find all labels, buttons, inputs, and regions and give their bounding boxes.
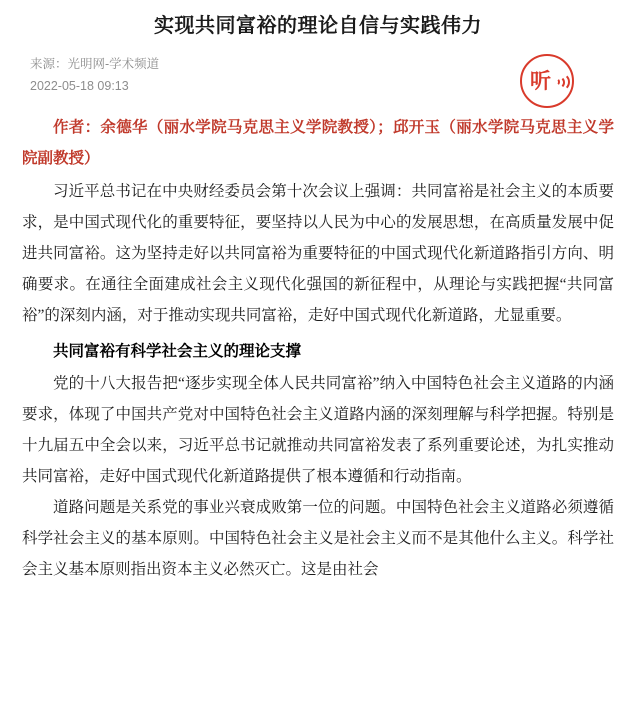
article-paragraph: 道路问题是关系党的事业兴衰成败第一位的问题。中国特色社会主义道路必须遵循科学社会主义的基本原则。中国特色社会主义是社会主义而不是其他什么主义。科学社会主义基本原则指出资本主义必然灭亡。这是由社会: [22, 499, 614, 578]
article-page: [0, 12, 636, 708]
sound-wave-icon: [552, 72, 564, 90]
article-authors: 作者：余德华（丽水学院马克思主义学院教授）；邱开玉（丽水学院马克思主义学院副教授）: [22, 119, 614, 167]
article-paragraph: 习近平总书记在中央财经委员会第十次会议上强调：共同富裕是社会主义的本质要求，是中国式现代化的重要特征，要坚持以人民为中心的发展思想，在高质量发展中促进共同富裕。这为坚持走好以共同富裕为重要特征的中国式现代化新道路指引方向、明确要求。在通往全面建成社会主义现代化强国的新征程中，从理论与实践把握“共同富裕”的深刻内涵，对于推动实现共同富裕，走好中国式现代化新道路，尤显重要。: [22, 183, 614, 324]
section-heading: 共同富裕有科学社会主义的理论支撑: [53, 343, 302, 360]
listen-button[interactable]: [520, 54, 574, 108]
article-date: 2022-05-18 09:13: [30, 79, 129, 93]
article-source: 来源：光明网-学术频道: [30, 57, 160, 71]
article-body: [22, 112, 614, 585]
article-paragraph: 党的十八大报告把“逐步实现全体人民共同富裕”纳入中国特色社会主义道路的内涵要求，体现了中国共产党对中国特色社会主义道路内涵的深刻理解与科学把握。特别是十九届五中全会以来，习近平总书记就推动共同富裕发表了系列重要论述，为扎实推动共同富裕，走好中国式现代化新道路提供了根本遵循和行动指南。: [22, 375, 614, 485]
listen-button-label: 听: [530, 68, 551, 93]
page-title: 实现共同富裕的理论自信与实践伟力: [154, 15, 482, 37]
